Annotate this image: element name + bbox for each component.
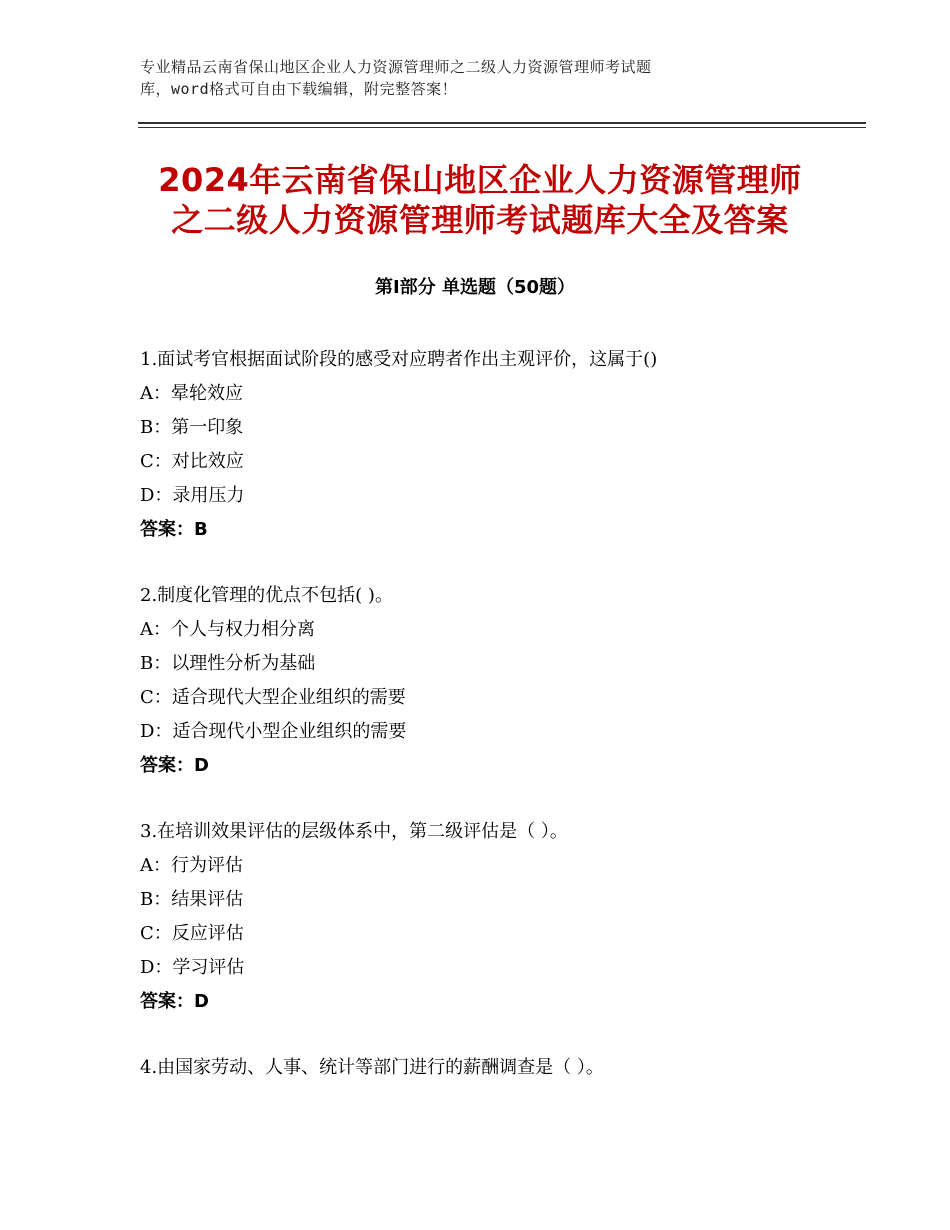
option-a: A：晕轮效应 xyxy=(140,383,243,404)
header-rule-thick xyxy=(138,122,866,124)
answer-line: 答案：B xyxy=(140,519,208,540)
option-a: A：个人与权力相分离 xyxy=(140,619,315,640)
document-title-line-2: 之二级人力资源管理师考试题库大全及答案 xyxy=(171,201,789,239)
option-a: A：行为评估 xyxy=(140,855,243,876)
header-rule-thin xyxy=(138,127,866,128)
question-3 xyxy=(140,815,840,1019)
document-title xyxy=(130,160,830,240)
option-b: B：第一印象 xyxy=(140,417,244,438)
answer-line: 答案：D xyxy=(140,991,209,1012)
option-d: D：适合现代小型企业组织的需要 xyxy=(140,721,407,742)
header-note xyxy=(140,56,780,100)
question-4 xyxy=(140,1051,840,1085)
question-stem: 3.在培训效果评估的层级体系中，第二级评估是（ ）。 xyxy=(140,821,568,842)
document-title-line-1: 2024年云南省保山地区企业人力资源管理师 xyxy=(158,161,802,199)
answer-line: 答案：D xyxy=(140,755,209,776)
option-d: D：录用压力 xyxy=(140,485,245,506)
question-2 xyxy=(140,579,840,783)
option-d: D：学习评估 xyxy=(140,957,245,978)
option-b: B：以理性分析为基础 xyxy=(140,653,316,674)
question-stem: 4.由国家劳动、人事、统计等部门进行的薪酬调查是（ ）。 xyxy=(140,1057,604,1078)
question-stem: 2.制度化管理的优点不包括( )。 xyxy=(140,585,393,606)
option-c: C：适合现代大型企业组织的需要 xyxy=(140,687,406,708)
header-note-line-2: 库，word格式可自由下载编辑，附完整答案！ xyxy=(140,80,458,98)
option-c: C：对比效应 xyxy=(140,451,244,472)
header-note-line-1: 专业精品云南省保山地区企业人力资源管理师之二级人力资源管理师考试题 xyxy=(140,58,652,76)
option-b: B：结果评估 xyxy=(140,889,244,910)
question-1 xyxy=(140,343,840,547)
question-stem: 1.面试考官根据面试阶段的感受对应聘者作出主观评价，这属于() xyxy=(140,349,658,370)
question-list xyxy=(140,343,840,1117)
section-heading: 第Ⅰ部分 单选题（50题） xyxy=(374,277,575,298)
option-c: C：反应评估 xyxy=(140,923,244,944)
